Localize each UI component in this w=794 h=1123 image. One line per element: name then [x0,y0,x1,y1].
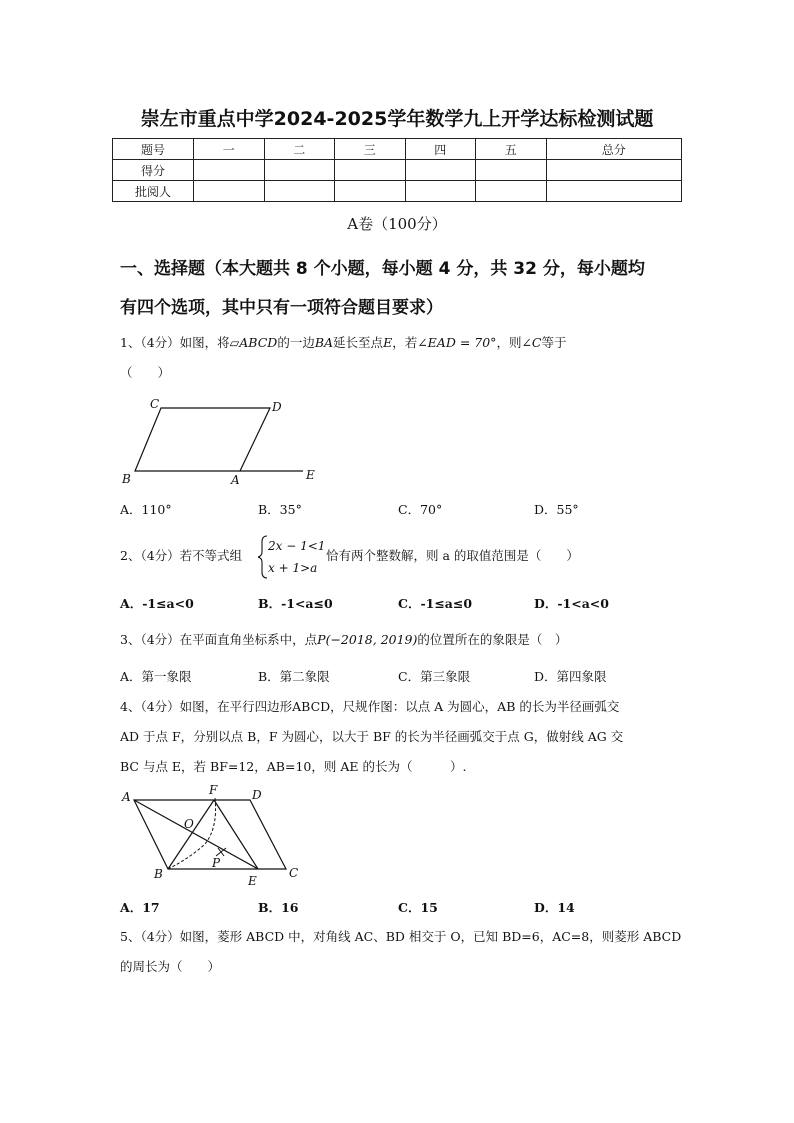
option-a: A．17 [120,900,160,915]
label-d: D [272,400,282,414]
label-e: E [248,874,257,888]
q4-options [120,898,700,918]
option-d: D．-1<a<0 [534,596,609,611]
table-row [113,181,682,202]
table-cell [405,181,476,202]
q1-text: 等于 [541,335,567,350]
q1-text: 延长至点 [333,335,384,350]
table-cell [264,160,335,181]
segment-fe [214,800,258,869]
option-d: D．第四象限 [534,669,607,684]
segment-bf [168,800,214,869]
q5-line: 的周长为（ ） [120,959,221,974]
label-d: D [252,788,262,802]
table-cell [476,181,547,202]
option-b: B．第二象限 [258,669,330,684]
table-cell [335,160,406,181]
q2-text: 恰有两个整数解，则 a 的取值范围是（ ） [326,548,579,563]
label-a: A [231,473,240,487]
label-e: E [306,468,315,482]
table-cell [546,160,682,181]
q1-answer-paren: （ ） [120,365,171,380]
option-b: B．16 [258,900,299,915]
option-a: A．第一象限 [120,669,192,684]
q1-math: BA [314,335,334,350]
arc-intersection-mark [216,848,226,856]
inequality-2: x + 1>a [268,561,318,575]
brace-icon [258,536,267,578]
option-c: C．15 [398,900,438,915]
table-header-cell: 总分 [546,139,682,160]
table-row [113,139,682,160]
table-header-cell: 二 [264,139,335,160]
table-cell [476,160,547,181]
part1-heading-line2: 有四个选项，其中只有一项符合题目要求） [120,298,443,318]
table-cell [194,160,265,181]
table-cell [194,181,265,202]
label-b: B [154,867,163,881]
inequality-1: 2x − 1<1 [268,539,326,553]
label-b: B [122,472,131,486]
q1-text: ，若 [392,335,418,350]
q1-text: 1、（4分）如图，将 [120,335,230,350]
label-f: F [209,784,218,797]
parallelogram-abcd [134,800,286,869]
q1-text: ，则 [496,335,522,350]
option-a: A．-1≤a<0 [120,596,194,611]
question-5 [120,922,690,982]
q4-line: BC 与点 E，若 BF=12，AB=10，则 AE 的长为（ ）. [120,759,467,774]
q5-line: 5、（4分）如图，菱形 ABCD 中，对角线 AC、BD 相交于 O，已知 BD=6，AC=8，则菱形 ABCD [120,929,682,944]
option-c: C．70° [398,502,443,517]
option-c: C．第三象限 [398,669,471,684]
q4-figure [118,784,308,892]
table-header-cell: 一 [194,139,265,160]
q1-text: 的一边 [277,335,315,350]
q4-line: AD 于点 F，分别以点 B，F 为圆心，以大于 BF 的长为半径画弧交于点 G，做射线 AG 交 [120,729,624,744]
q1-math: ∠EAD = 70° [417,335,497,350]
table-header-cell: 四 [405,139,476,160]
question-1 [120,328,690,388]
score-table [112,138,682,202]
table-cell [546,181,682,202]
q1-figure [118,394,328,489]
label-p: P [212,856,221,870]
table-header-cell: 五 [476,139,547,160]
q2-options [120,594,700,614]
option-a: A．110° [120,502,172,517]
section-a-heading: A卷（100分） [347,215,447,233]
q4-line: 4、（4分）如图，在平行四边形ABCD，尺规作图：以点 A 为圆心，AB 的长为半径画弧交 [120,699,620,714]
q1-math: ▱ABCD [229,335,278,350]
q3-text: 3、（4分）在平面直角坐标系中，点 [120,632,318,647]
label-c: C [289,866,299,880]
q1-math: ∠C [521,335,542,350]
q3-options [120,667,700,687]
q3-math: P(−2018, 2019) [317,632,418,647]
table-cell [264,181,335,202]
option-b: B．35° [258,502,302,517]
table-row [113,160,682,181]
label-a: A [122,790,131,804]
option-d: D．14 [534,900,575,915]
table-header-cell: 三 [335,139,406,160]
option-c: C．-1≤a≤0 [398,596,473,611]
label-c: C [150,397,160,411]
option-b: B．-1<a≤0 [258,596,333,611]
question-2-suffix [326,541,706,571]
q1-options [120,500,700,520]
q2-text: 2、（4分）若不等式组 [120,548,243,563]
table-cell [405,160,476,181]
question-3 [120,625,690,655]
question-4 [120,692,690,782]
option-d: D．55° [534,502,579,517]
parallelogram-abcd [135,408,270,471]
q3-text: 的位置所在的象限是（ ） [417,632,568,647]
table-header-cell: 题号 [113,139,194,160]
label-o: O [184,817,194,831]
part1-heading-line1: 一、选择题（本大题共 8 个小题，每小题 4 分，共 32 分，每小题均 [120,259,645,279]
page-title: 崇左市重点中学2024-2025学年数学九上开学达标检测试题 [140,108,654,130]
q1-math: E [383,335,393,350]
row-label: 批阅人 [113,181,194,202]
ray-ae [134,800,258,869]
table-cell [335,181,406,202]
row-label: 得分 [113,160,194,181]
